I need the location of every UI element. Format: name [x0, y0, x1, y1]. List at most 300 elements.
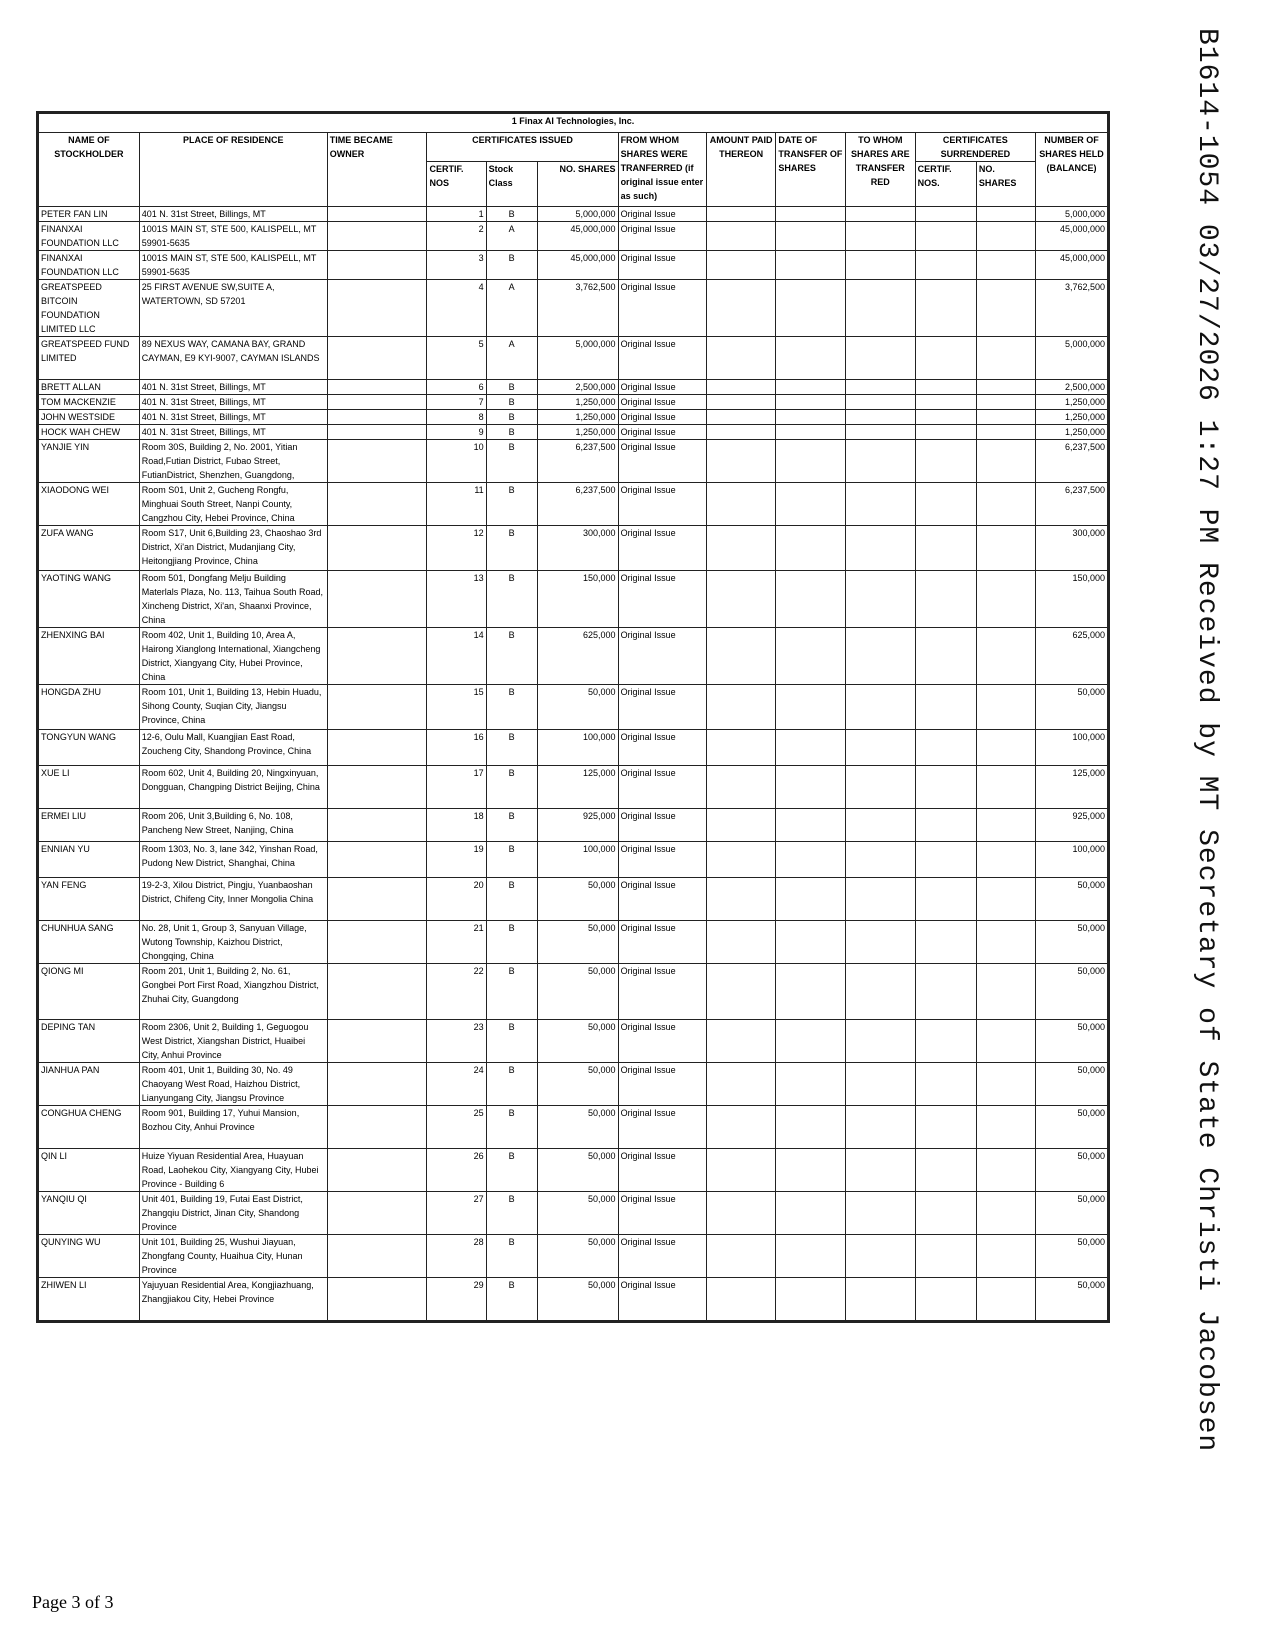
cell-residence: Room 101, Unit 1, Building 13, Hebin Huadu, Sihong County, Suqian City, Jiangsu Province, China — [139, 685, 327, 730]
cell-from-whom: Original Issue — [618, 878, 706, 921]
cell-balance: 50,000 — [1036, 1278, 1108, 1321]
cell-to-whom — [846, 440, 916, 483]
cell-date-transfer — [776, 280, 846, 337]
cell-surr-shares — [976, 842, 1035, 878]
header-surr-certif-nos: CERTIF. NOS. — [915, 162, 976, 207]
header-certs-issued: CERTIFICATES ISSUED — [427, 133, 618, 162]
cell-name: XUE LI — [39, 766, 140, 809]
cell-residence: 401 N. 31st Street, Billings, MT — [139, 410, 327, 425]
cell-name: ENNIAN YU — [39, 842, 140, 878]
cell-stock-class: B — [486, 730, 537, 766]
cell-stock-class: A — [486, 222, 537, 251]
cell-surr-shares — [976, 1149, 1035, 1192]
cell-cert-no: 10 — [427, 440, 486, 483]
cell-cert-no: 11 — [427, 483, 486, 526]
cell-no-shares: 50,000 — [537, 1235, 618, 1278]
header-name: NAME OF STOCKHOLDER — [39, 133, 140, 207]
cell-residence: Unit 401, Building 19, Futai East District, Zhangqiu District, Jinan City, Shandong Province — [139, 1192, 327, 1235]
cell-stock-class: B — [486, 1192, 537, 1235]
cell-amount-paid — [706, 410, 776, 425]
cell-name: ZUFA WANG — [39, 526, 140, 571]
cell-surr-cert — [915, 280, 976, 337]
cell-amount-paid — [706, 380, 776, 395]
cell-to-whom — [846, 483, 916, 526]
cell-stock-class: B — [486, 685, 537, 730]
cell-cert-no: 16 — [427, 730, 486, 766]
cell-no-shares: 50,000 — [537, 921, 618, 964]
cell-amount-paid — [706, 1278, 776, 1321]
cell-residence: No. 28, Unit 1, Group 3, Sanyuan Village, Wutong Township, Kaizhou District, Chongqing, China — [139, 921, 327, 964]
cell-balance: 50,000 — [1036, 1192, 1108, 1235]
table-row — [39, 337, 1108, 380]
cell-name: JOHN WESTSIDE — [39, 410, 140, 425]
cell-from-whom: Original Issue — [618, 380, 706, 395]
cell-surr-shares — [976, 337, 1035, 380]
cell-to-whom — [846, 1235, 916, 1278]
cell-surr-cert — [915, 964, 976, 1020]
cell-amount-paid — [706, 685, 776, 730]
cell-surr-shares — [976, 921, 1035, 964]
cell-to-whom — [846, 337, 916, 380]
cell-stock-class: B — [486, 1278, 537, 1321]
cell-to-whom — [846, 809, 916, 842]
cell-amount-paid — [706, 842, 776, 878]
cell-name: DEPING TAN — [39, 1020, 140, 1063]
cell-cert-no: 19 — [427, 842, 486, 878]
cell-surr-shares — [976, 222, 1035, 251]
cell-time-owner — [327, 1020, 427, 1063]
cell-name: TOM MACKENZIE — [39, 395, 140, 410]
table-row — [39, 425, 1108, 440]
cell-name: YAN FENG — [39, 878, 140, 921]
cell-from-whom: Original Issue — [618, 964, 706, 1020]
cell-balance: 1,250,000 — [1036, 425, 1108, 440]
cell-time-owner — [327, 571, 427, 628]
cell-name: JIANHUA PAN — [39, 1063, 140, 1106]
cell-from-whom: Original Issue — [618, 1106, 706, 1149]
cell-time-owner — [327, 730, 427, 766]
cell-amount-paid — [706, 1235, 776, 1278]
table-row — [39, 1149, 1108, 1192]
cell-surr-shares — [976, 1063, 1035, 1106]
cell-name: HONGDA ZHU — [39, 685, 140, 730]
cell-cert-no: 24 — [427, 1063, 486, 1106]
cell-no-shares: 50,000 — [537, 1063, 618, 1106]
cell-surr-cert — [915, 1020, 976, 1063]
cell-from-whom: Original Issue — [618, 685, 706, 730]
cell-stock-class: B — [486, 878, 537, 921]
cell-amount-paid — [706, 251, 776, 280]
cell-stock-class: B — [486, 526, 537, 571]
cell-cert-no: 21 — [427, 921, 486, 964]
cell-cert-no: 25 — [427, 1106, 486, 1149]
cell-no-shares: 50,000 — [537, 878, 618, 921]
cell-from-whom: Original Issue — [618, 730, 706, 766]
cell-stock-class: A — [486, 280, 537, 337]
cell-name: GREATSPEED FUND LIMITED — [39, 337, 140, 380]
cell-cert-no: 14 — [427, 628, 486, 685]
cell-residence: Room S17, Unit 6,Building 23, Chaoshao 3rd District, Xi'an District, Mudanjiang City, Heitongjiang Province, China — [139, 526, 327, 571]
cell-cert-no: 5 — [427, 337, 486, 380]
cell-name: QIONG MI — [39, 964, 140, 1020]
cell-amount-paid — [706, 395, 776, 410]
cell-surr-shares — [976, 280, 1035, 337]
cell-from-whom: Original Issue — [618, 921, 706, 964]
cell-surr-cert — [915, 809, 976, 842]
cell-surr-cert — [915, 207, 976, 222]
cell-balance: 6,237,500 — [1036, 440, 1108, 483]
cell-date-transfer — [776, 425, 846, 440]
cell-from-whom: Original Issue — [618, 1278, 706, 1321]
cell-cert-no: 18 — [427, 809, 486, 842]
table-row — [39, 1278, 1108, 1321]
cell-surr-cert — [915, 730, 976, 766]
cell-no-shares: 150,000 — [537, 571, 618, 628]
cell-from-whom: Original Issue — [618, 395, 706, 410]
cell-to-whom — [846, 222, 916, 251]
cell-surr-cert — [915, 685, 976, 730]
cell-no-shares: 1,250,000 — [537, 395, 618, 410]
cell-stock-class: B — [486, 921, 537, 964]
cell-balance: 125,000 — [1036, 766, 1108, 809]
cell-from-whom: Original Issue — [618, 1192, 706, 1235]
header-shares-held: NUMBER OF SHARES HELD (BALANCE) — [1036, 133, 1108, 207]
cell-surr-shares — [976, 1020, 1035, 1063]
cell-amount-paid — [706, 483, 776, 526]
cell-date-transfer — [776, 337, 846, 380]
cell-surr-shares — [976, 395, 1035, 410]
cell-balance: 50,000 — [1036, 1149, 1108, 1192]
header-no-shares: NO. SHARES — [537, 162, 618, 207]
cell-surr-cert — [915, 425, 976, 440]
cell-name: TONGYUN WANG — [39, 730, 140, 766]
cell-balance: 45,000,000 — [1036, 251, 1108, 280]
cell-from-whom: Original Issue — [618, 842, 706, 878]
company-title: 1 Finax AI Technologies, Inc. — [39, 114, 1108, 133]
cell-surr-cert — [915, 380, 976, 395]
cell-name: QUNYING WU — [39, 1235, 140, 1278]
cell-stock-class: B — [486, 1106, 537, 1149]
cell-surr-shares — [976, 766, 1035, 809]
header-from-whom: FROM WHOM SHARES WERE TRANFERRED (if original issue enter as such) — [618, 133, 706, 207]
cell-time-owner — [327, 526, 427, 571]
cell-date-transfer — [776, 878, 846, 921]
table-row — [39, 628, 1108, 685]
cell-cert-no: 7 — [427, 395, 486, 410]
table-row — [39, 251, 1108, 280]
cell-date-transfer — [776, 207, 846, 222]
cell-amount-paid — [706, 1149, 776, 1192]
cell-date-transfer — [776, 1063, 846, 1106]
cell-date-transfer — [776, 222, 846, 251]
cell-time-owner — [327, 1235, 427, 1278]
cell-stock-class: B — [486, 628, 537, 685]
header-stock-class: Stock Class — [486, 162, 537, 207]
cell-cert-no: 8 — [427, 410, 486, 425]
table-row — [39, 766, 1108, 809]
cell-stock-class: B — [486, 395, 537, 410]
cell-time-owner — [327, 1106, 427, 1149]
cell-surr-cert — [915, 337, 976, 380]
table-row — [39, 964, 1108, 1020]
page-number: Page 3 of 3 — [32, 1592, 114, 1612]
cell-balance: 50,000 — [1036, 1063, 1108, 1106]
cell-residence: Room 402, Unit 1, Building 10, Area A, Hairong Xianglong International, Xiangcheng District, Xiangyang City, Hubei Province, China — [139, 628, 327, 685]
cell-surr-cert — [915, 526, 976, 571]
cell-date-transfer — [776, 842, 846, 878]
cell-date-transfer — [776, 483, 846, 526]
cell-balance: 50,000 — [1036, 921, 1108, 964]
cell-name: BRETT ALLAN — [39, 380, 140, 395]
cell-surr-cert — [915, 440, 976, 483]
cell-date-transfer — [776, 410, 846, 425]
cell-date-transfer — [776, 1235, 846, 1278]
cell-no-shares: 3,762,500 — [537, 280, 618, 337]
cell-residence: 25 FIRST AVENUE SW,SUITE A, WATERTOWN, SD 57201 — [139, 280, 327, 337]
cell-residence: Yajuyuan Residential Area, Kongjiazhuang, Zhangjiakou City, Hebei Province — [139, 1278, 327, 1321]
cell-balance: 5,000,000 — [1036, 337, 1108, 380]
cell-amount-paid — [706, 1106, 776, 1149]
cell-no-shares: 50,000 — [537, 1278, 618, 1321]
cell-name: XIAODONG WEI — [39, 483, 140, 526]
cell-surr-shares — [976, 628, 1035, 685]
cell-balance: 1,250,000 — [1036, 395, 1108, 410]
cell-cert-no: 6 — [427, 380, 486, 395]
cell-balance: 45,000,000 — [1036, 222, 1108, 251]
cell-time-owner — [327, 809, 427, 842]
cell-time-owner — [327, 1149, 427, 1192]
cell-cert-no: 13 — [427, 571, 486, 628]
header-certs-surrendered: CERTIFICATES SURRENDERED — [915, 133, 1035, 162]
cell-no-shares: 100,000 — [537, 730, 618, 766]
cell-from-whom: Original Issue — [618, 809, 706, 842]
cell-to-whom — [846, 878, 916, 921]
cell-no-shares: 125,000 — [537, 766, 618, 809]
cell-cert-no: 1 — [427, 207, 486, 222]
cell-stock-class: B — [486, 964, 537, 1020]
cell-to-whom — [846, 395, 916, 410]
cell-surr-cert — [915, 1149, 976, 1192]
cell-no-shares: 50,000 — [537, 1149, 618, 1192]
cell-from-whom: Original Issue — [618, 1020, 706, 1063]
cell-surr-cert — [915, 1063, 976, 1106]
cell-from-whom: Original Issue — [618, 483, 706, 526]
table-row — [39, 730, 1108, 766]
ledger-body — [39, 207, 1108, 1321]
cell-balance: 1,250,000 — [1036, 410, 1108, 425]
cell-no-shares: 50,000 — [537, 1106, 618, 1149]
cell-name: YAOTING WANG — [39, 571, 140, 628]
cell-cert-no: 15 — [427, 685, 486, 730]
cell-balance: 50,000 — [1036, 685, 1108, 730]
cell-to-whom — [846, 280, 916, 337]
cell-residence: 401 N. 31st Street, Billings, MT — [139, 425, 327, 440]
cell-name: PETER FAN LIN — [39, 207, 140, 222]
cell-from-whom: Original Issue — [618, 571, 706, 628]
cell-surr-shares — [976, 878, 1035, 921]
cell-to-whom — [846, 1278, 916, 1321]
cell-no-shares: 50,000 — [537, 964, 618, 1020]
cell-time-owner — [327, 425, 427, 440]
table-row — [39, 483, 1108, 526]
cell-time-owner — [327, 222, 427, 251]
cell-balance: 3,762,500 — [1036, 280, 1108, 337]
cell-surr-cert — [915, 395, 976, 410]
cell-surr-cert — [915, 1106, 976, 1149]
cell-surr-shares — [976, 440, 1035, 483]
header-to-whom: TO WHOM SHARES ARE TRANSFER RED — [846, 133, 916, 207]
cell-no-shares: 300,000 — [537, 526, 618, 571]
table-row — [39, 571, 1108, 628]
cell-from-whom: Original Issue — [618, 1149, 706, 1192]
cell-surr-shares — [976, 425, 1035, 440]
cell-to-whom — [846, 571, 916, 628]
cell-to-whom — [846, 1192, 916, 1235]
cell-surr-shares — [976, 730, 1035, 766]
cell-time-owner — [327, 766, 427, 809]
table-row — [39, 1235, 1108, 1278]
cell-cert-no: 4 — [427, 280, 486, 337]
cell-to-whom — [846, 1106, 916, 1149]
cell-amount-paid — [706, 964, 776, 1020]
cell-time-owner — [327, 921, 427, 964]
cell-stock-class: B — [486, 440, 537, 483]
cell-time-owner — [327, 337, 427, 380]
header-residence: PLACE OF RESIDENCE — [139, 133, 327, 207]
cell-residence: Huize Yiyuan Residential Area, Huayuan Road, Laohekou City, Xiangyang City, Hubei Province - Building 6 — [139, 1149, 327, 1192]
cell-to-whom — [846, 526, 916, 571]
header-time-owner: TIME BECAME OWNER — [327, 133, 427, 207]
cell-surr-shares — [976, 483, 1035, 526]
cell-surr-shares — [976, 1192, 1035, 1235]
cell-surr-cert — [915, 921, 976, 964]
cell-cert-no: 26 — [427, 1149, 486, 1192]
cell-residence: Room 30S, Building 2, No. 2001, Yitian Road,Futian District, Fubao Street, FutianDistrict, Shenzhen, Guangdong, — [139, 440, 327, 483]
cell-cert-no: 9 — [427, 425, 486, 440]
cell-balance: 625,000 — [1036, 628, 1108, 685]
cell-residence: Room 401, Unit 1, Building 30, No. 49 Chaoyang West Road, Haizhou District, Lianyungang City, Jiangsu Province — [139, 1063, 327, 1106]
cell-to-whom — [846, 410, 916, 425]
table-row — [39, 1063, 1108, 1106]
cell-amount-paid — [706, 730, 776, 766]
cell-from-whom: Original Issue — [618, 410, 706, 425]
cell-balance: 6,237,500 — [1036, 483, 1108, 526]
cell-balance: 50,000 — [1036, 964, 1108, 1020]
cell-date-transfer — [776, 766, 846, 809]
cell-surr-cert — [915, 628, 976, 685]
table-row — [39, 280, 1108, 337]
cell-balance: 50,000 — [1036, 1106, 1108, 1149]
cell-name: FINANXAI FOUNDATION LLC — [39, 222, 140, 251]
cell-to-whom — [846, 1149, 916, 1192]
cell-time-owner — [327, 1063, 427, 1106]
table-row — [39, 222, 1108, 251]
cell-stock-class: B — [486, 1149, 537, 1192]
cell-amount-paid — [706, 766, 776, 809]
cell-time-owner — [327, 207, 427, 222]
table-row — [39, 526, 1108, 571]
cell-no-shares: 6,237,500 — [537, 483, 618, 526]
cell-residence: Room 206, Unit 3,Building 6, No. 108, Pancheng New Street, Nanjing, China — [139, 809, 327, 842]
cell-no-shares: 100,000 — [537, 842, 618, 878]
cell-surr-cert — [915, 571, 976, 628]
cell-amount-paid — [706, 1063, 776, 1106]
cell-name: ERMEI LIU — [39, 809, 140, 842]
cell-name: GREATSPEED BITCOIN FOUNDATION LIMITED LLC — [39, 280, 140, 337]
cell-stock-class: B — [486, 766, 537, 809]
cell-surr-cert — [915, 1192, 976, 1235]
table-row — [39, 410, 1108, 425]
cell-time-owner — [327, 964, 427, 1020]
cell-to-whom — [846, 628, 916, 685]
cell-surr-shares — [976, 1106, 1035, 1149]
cell-no-shares: 50,000 — [537, 1192, 618, 1235]
cell-surr-shares — [976, 685, 1035, 730]
table-row — [39, 207, 1108, 222]
cell-to-whom — [846, 921, 916, 964]
cell-balance: 100,000 — [1036, 842, 1108, 878]
cell-no-shares: 6,237,500 — [537, 440, 618, 483]
cell-amount-paid — [706, 207, 776, 222]
cell-from-whom: Original Issue — [618, 628, 706, 685]
cell-stock-class: A — [486, 337, 537, 380]
cell-residence: 1001S MAIN ST, STE 500, KALISPELL, MT 59901-5635 — [139, 251, 327, 280]
cell-surr-cert — [915, 1235, 976, 1278]
header-amount-paid: AMOUNT PAID THEREON — [706, 133, 776, 207]
cell-to-whom — [846, 730, 916, 766]
table-row — [39, 685, 1108, 730]
cell-surr-shares — [976, 251, 1035, 280]
cell-balance: 50,000 — [1036, 1020, 1108, 1063]
cell-amount-paid — [706, 526, 776, 571]
cell-residence: 401 N. 31st Street, Billings, MT — [139, 207, 327, 222]
cell-balance: 2,500,000 — [1036, 380, 1108, 395]
cell-no-shares: 625,000 — [537, 628, 618, 685]
cell-residence: Unit 101, Building 25, Wushui Jiayuan, Zhongfang County, Huaihua City, Hunan Province — [139, 1235, 327, 1278]
cell-residence: Room 2306, Unit 2, Building 1, Geguogou West District, Xiangshan District, Huaibei City, Anhui Province — [139, 1020, 327, 1063]
cell-name: CHUNHUA SANG — [39, 921, 140, 964]
cell-to-whom — [846, 1020, 916, 1063]
cell-from-whom: Original Issue — [618, 207, 706, 222]
cell-to-whom — [846, 251, 916, 280]
cell-surr-cert — [915, 410, 976, 425]
table-row — [39, 440, 1108, 483]
cell-from-whom: Original Issue — [618, 526, 706, 571]
cell-amount-paid — [706, 628, 776, 685]
cell-surr-shares — [976, 207, 1035, 222]
cell-no-shares: 925,000 — [537, 809, 618, 842]
cell-cert-no: 23 — [427, 1020, 486, 1063]
cell-no-shares: 1,250,000 — [537, 425, 618, 440]
table-row — [39, 878, 1108, 921]
cell-stock-class: B — [486, 571, 537, 628]
cell-to-whom — [846, 1063, 916, 1106]
cell-from-whom: Original Issue — [618, 280, 706, 337]
cell-residence: Room 501, Dongfang Melju Building Materlals Plaza, No. 113, Taihua South Road, Xincheng District, Xi'an, Shaanxi Province, China — [139, 571, 327, 628]
cell-residence: 89 NEXUS WAY, CAMANA BAY, GRAND CAYMAN, E9 KYI-9007, CAYMAN ISLANDS — [139, 337, 327, 380]
cell-amount-paid — [706, 280, 776, 337]
table-row — [39, 921, 1108, 964]
cell-stock-class: B — [486, 1235, 537, 1278]
cell-from-whom: Original Issue — [618, 1063, 706, 1106]
cell-no-shares: 2,500,000 — [537, 380, 618, 395]
cell-to-whom — [846, 380, 916, 395]
received-stamp: B1614-1054 03/27/2026 1:27 PM Received by MT Secretary of State Christi Jacobsen — [1191, 28, 1222, 1453]
cell-name: ZHENXING BAI — [39, 628, 140, 685]
cell-time-owner — [327, 685, 427, 730]
cell-date-transfer — [776, 685, 846, 730]
cell-to-whom — [846, 207, 916, 222]
